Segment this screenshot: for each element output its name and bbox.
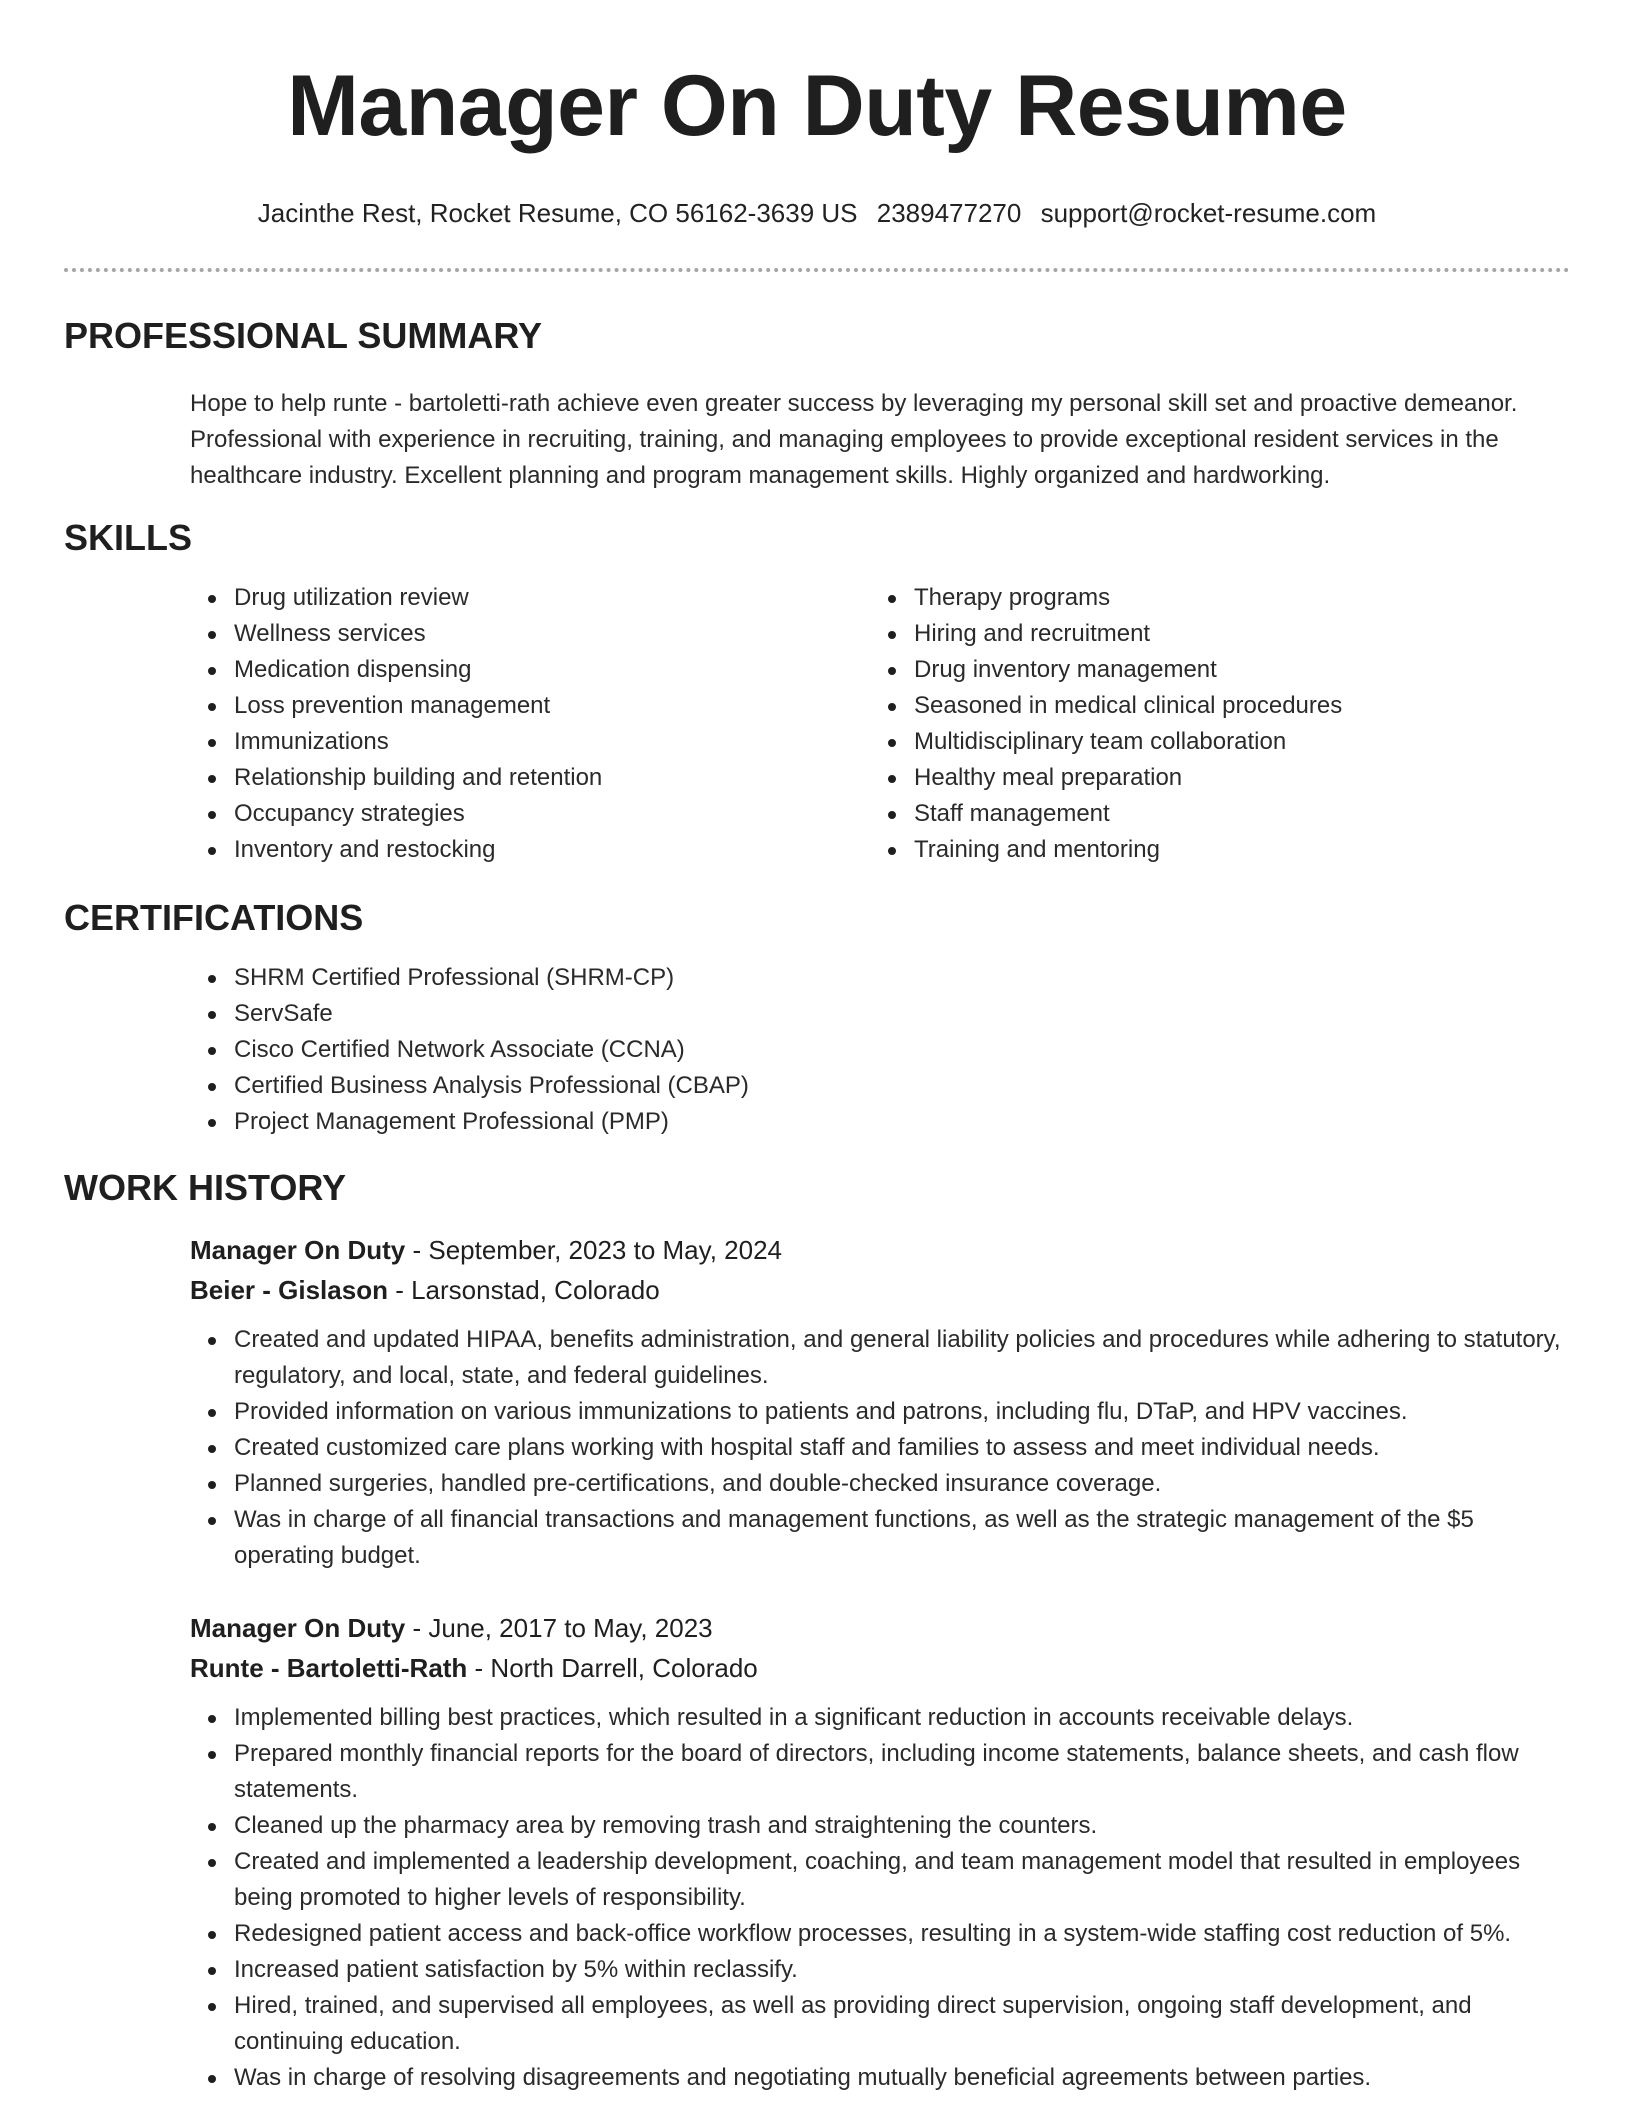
list-item: Cisco Certified Network Associate (CCNA) xyxy=(234,1032,1570,1068)
list-item: Planned surgeries, handled pre-certifications, and double-checked insurance coverage. xyxy=(234,1466,1570,1502)
job-dates: - June, 2017 to May, 2023 xyxy=(405,1613,713,1643)
list-item: Training and mentoring xyxy=(914,832,1434,868)
list-item: Increased patient satisfaction by 5% within reclassify. xyxy=(234,1952,1570,1988)
header-divider xyxy=(64,268,1570,272)
skills-list-left xyxy=(64,580,744,868)
list-item: Staff management xyxy=(914,796,1434,832)
list-item: Created and implemented a leadership development, coaching, and team management model that resulted in employees being promoted to higher levels of responsibility. xyxy=(234,1844,1570,1916)
summary-text: Hope to help runte - bartoletti-rath achieve even greater success by leveraging my personal skill set and proactive demeanor. Professional with experience in recruiting, training, and managing employees to provide exceptional resident services in the healthcare industry. Excellent planning and program management skills. Highly organized and hardworking. xyxy=(190,390,1518,489)
certifications-heading: CERTIFICATIONS xyxy=(64,897,364,938)
list-item: ServSafe xyxy=(234,996,1570,1032)
list-item: Certified Business Analysis Professional (CBAP) xyxy=(234,1068,1570,1104)
contact-address: Jacinthe Rest, Rocket Resume, CO 56162-3639 US xyxy=(257,198,858,228)
contact-phone: 2389477270 xyxy=(876,198,1022,228)
list-item: Implemented billing best practices, which resulted in a significant reduction in accounts receivable delays. xyxy=(234,1700,1570,1736)
skills-heading: SKILLS xyxy=(64,517,193,558)
list-item: Seasoned in medical clinical procedures xyxy=(914,688,1434,724)
list-item: Hired, trained, and supervised all employees, as well as providing direct supervision, ongoing staff development, and continuing education. xyxy=(234,1988,1570,2060)
job-title-line xyxy=(190,1608,1570,1648)
list-item: Provided information on various immunizations to patients and patrons, including flu, DTaP, and HPV vaccines. xyxy=(234,1394,1570,1430)
list-item: Occupancy strategies xyxy=(234,796,744,832)
work-history-heading: WORK HISTORY xyxy=(64,1167,347,1208)
summary-heading: PROFESSIONAL SUMMARY xyxy=(64,315,543,356)
job-entry xyxy=(64,1230,1570,1574)
list-item: Multidisciplinary team collaboration xyxy=(914,724,1434,760)
job-entry xyxy=(64,1608,1570,2096)
job-company: Beier - Gislason xyxy=(190,1275,388,1305)
list-item: Hiring and recruitment xyxy=(914,616,1434,652)
list-item: Medication dispensing xyxy=(234,652,744,688)
list-item: Created and updated HIPAA, benefits administration, and general liability policies and procedures while adhering to statutory, regulatory, and local, state, and federal guidelines. xyxy=(234,1322,1570,1394)
list-item: Therapy programs xyxy=(914,580,1434,616)
list-item: Wellness services xyxy=(234,616,744,652)
list-item: Prepared monthly financial reports for the board of directors, including income statements, balance sheets, and cash flow statements. xyxy=(234,1736,1570,1808)
list-item: SHRM Certified Professional (SHRM-CP) xyxy=(234,960,1570,996)
job-company-line xyxy=(190,1270,1570,1310)
list-item: Was in charge of resolving disagreements and negotiating mutually beneficial agreements between parties. xyxy=(234,2060,1570,2096)
job-bullets xyxy=(64,1322,1570,1574)
job-title: Manager On Duty xyxy=(190,1235,406,1265)
job-dates: - September, 2023 to May, 2024 xyxy=(405,1235,782,1265)
skills-list-right xyxy=(744,580,1434,868)
job-company: Runte - Bartoletti-Rath xyxy=(190,1653,468,1683)
list-item: Drug utilization review xyxy=(234,580,744,616)
job-location: - Larsonstad, Colorado xyxy=(387,1275,660,1305)
job-location: - North Darrell, Colorado xyxy=(467,1653,758,1683)
list-item: Created customized care plans working with hospital staff and families to assess and meet individual needs. xyxy=(234,1430,1570,1466)
resume-title: Manager On Duty Resume xyxy=(287,58,1347,154)
list-item: Project Management Professional (PMP) xyxy=(234,1104,1570,1140)
list-item: Healthy meal preparation xyxy=(914,760,1434,796)
job-company-line xyxy=(190,1648,1570,1688)
job-title-line xyxy=(190,1230,1570,1270)
job-bullets xyxy=(64,1700,1570,2096)
list-item: Loss prevention management xyxy=(234,688,744,724)
list-item: Cleaned up the pharmacy area by removing trash and straightening the counters. xyxy=(234,1808,1570,1844)
list-item: Drug inventory management xyxy=(914,652,1434,688)
contact-line xyxy=(64,198,1570,228)
contact-email: support@rocket-resume.com xyxy=(1040,198,1377,228)
list-item: Inventory and restocking xyxy=(234,832,744,868)
certifications-list xyxy=(64,960,1570,1140)
job-title: Manager On Duty xyxy=(190,1613,406,1643)
list-item: Immunizations xyxy=(234,724,744,760)
list-item: Relationship building and retention xyxy=(234,760,744,796)
skills-columns xyxy=(64,580,1570,868)
list-item: Redesigned patient access and back-office workflow processes, resulting in a system-wide staffing cost reduction of 5%. xyxy=(234,1916,1570,1952)
resume-page xyxy=(64,0,1570,2096)
list-item: Was in charge of all financial transactions and management functions, as well as the strategic management of the $5 operating budget. xyxy=(234,1502,1570,1574)
